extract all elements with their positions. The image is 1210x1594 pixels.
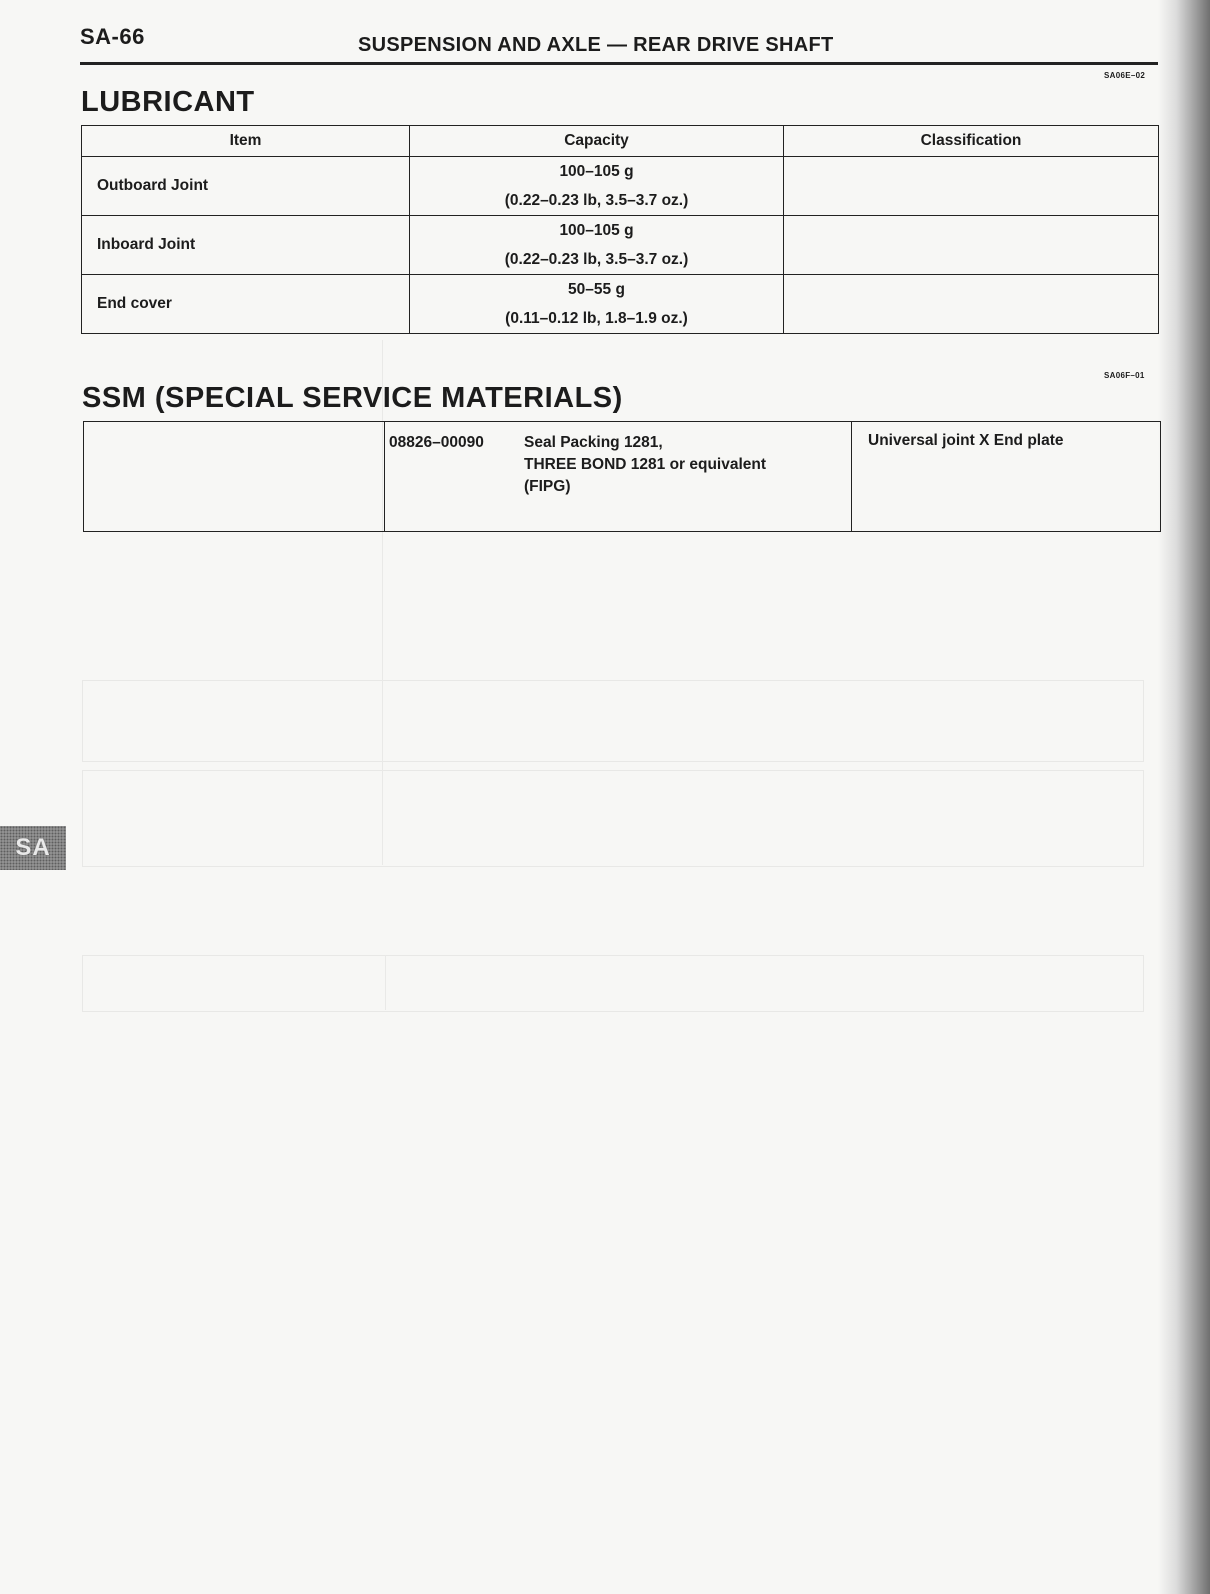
ssm-description-line: THREE BOND 1281 or equivalent [524, 456, 767, 473]
table-row [82, 157, 1159, 216]
page-edge-shadow [1158, 0, 1210, 1594]
bleed-through-line [382, 340, 383, 865]
bleed-through-box [82, 955, 1144, 1012]
page-heading: SUSPENSION AND AXLE — REAR DRIVE SHAFT [358, 34, 834, 56]
lubricant-item: Inboard Joint [82, 216, 410, 275]
lubricant-classification [784, 157, 1159, 216]
lubricant-capacity [410, 275, 784, 334]
header-rule [80, 62, 1158, 65]
lubricant-classification [784, 216, 1159, 275]
table-row [82, 216, 1159, 275]
lubricant-table [81, 125, 1159, 334]
table-row [82, 275, 1159, 334]
column-header-capacity: Capacity [410, 126, 784, 157]
ssm-part-number: 08826–00090 [389, 434, 484, 451]
page-number: SA-66 [80, 24, 145, 49]
side-tab-label: SA [15, 834, 51, 861]
lubricant-classification [784, 275, 1159, 334]
capacity-metric: 50–55 g [568, 281, 625, 298]
ssm-section-code: SA06F–01 [1104, 371, 1145, 380]
lubricant-item: End cover [82, 275, 410, 334]
ssm-description-line: (FIPG) [524, 478, 571, 495]
column-header-classification: Classification [784, 126, 1159, 157]
ssm-title: SSM (SPECIAL SERVICE MATERIALS) [82, 382, 623, 414]
ssm-illustration-cell [84, 422, 385, 532]
ssm-description-cell [385, 422, 852, 532]
lubricant-title: LUBRICANT [81, 86, 255, 118]
ssm-usage: Universal joint X End plate [868, 432, 1064, 449]
ssm-description [524, 432, 766, 498]
capacity-imperial: (0.22–0.23 lb, 3.5–3.7 oz.) [504, 192, 689, 209]
ssm-description-line: Seal Packing 1281, [524, 434, 663, 451]
section-side-tab [0, 826, 66, 870]
lubricant-capacity [410, 216, 784, 275]
capacity-metric: 100–105 g [559, 222, 634, 239]
ssm-table [83, 421, 1161, 532]
bleed-through-box [82, 770, 1144, 867]
table-row [84, 422, 1161, 532]
lubricant-section-code: SA06E–02 [1104, 71, 1146, 80]
column-header-item: Item [82, 126, 410, 157]
capacity-imperial: (0.11–0.12 lb, 1.8–1.9 oz.) [505, 310, 688, 327]
bleed-through-box [82, 680, 1144, 762]
capacity-imperial: (0.22–0.23 lb, 3.5–3.7 oz.) [504, 251, 689, 268]
capacity-metric: 100–105 g [559, 163, 634, 180]
ssm-usage-cell [852, 422, 1161, 532]
table-header-row [82, 126, 1159, 157]
lubricant-item: Outboard Joint [82, 157, 410, 216]
bleed-through-line [385, 955, 386, 1010]
lubricant-capacity [410, 157, 784, 216]
